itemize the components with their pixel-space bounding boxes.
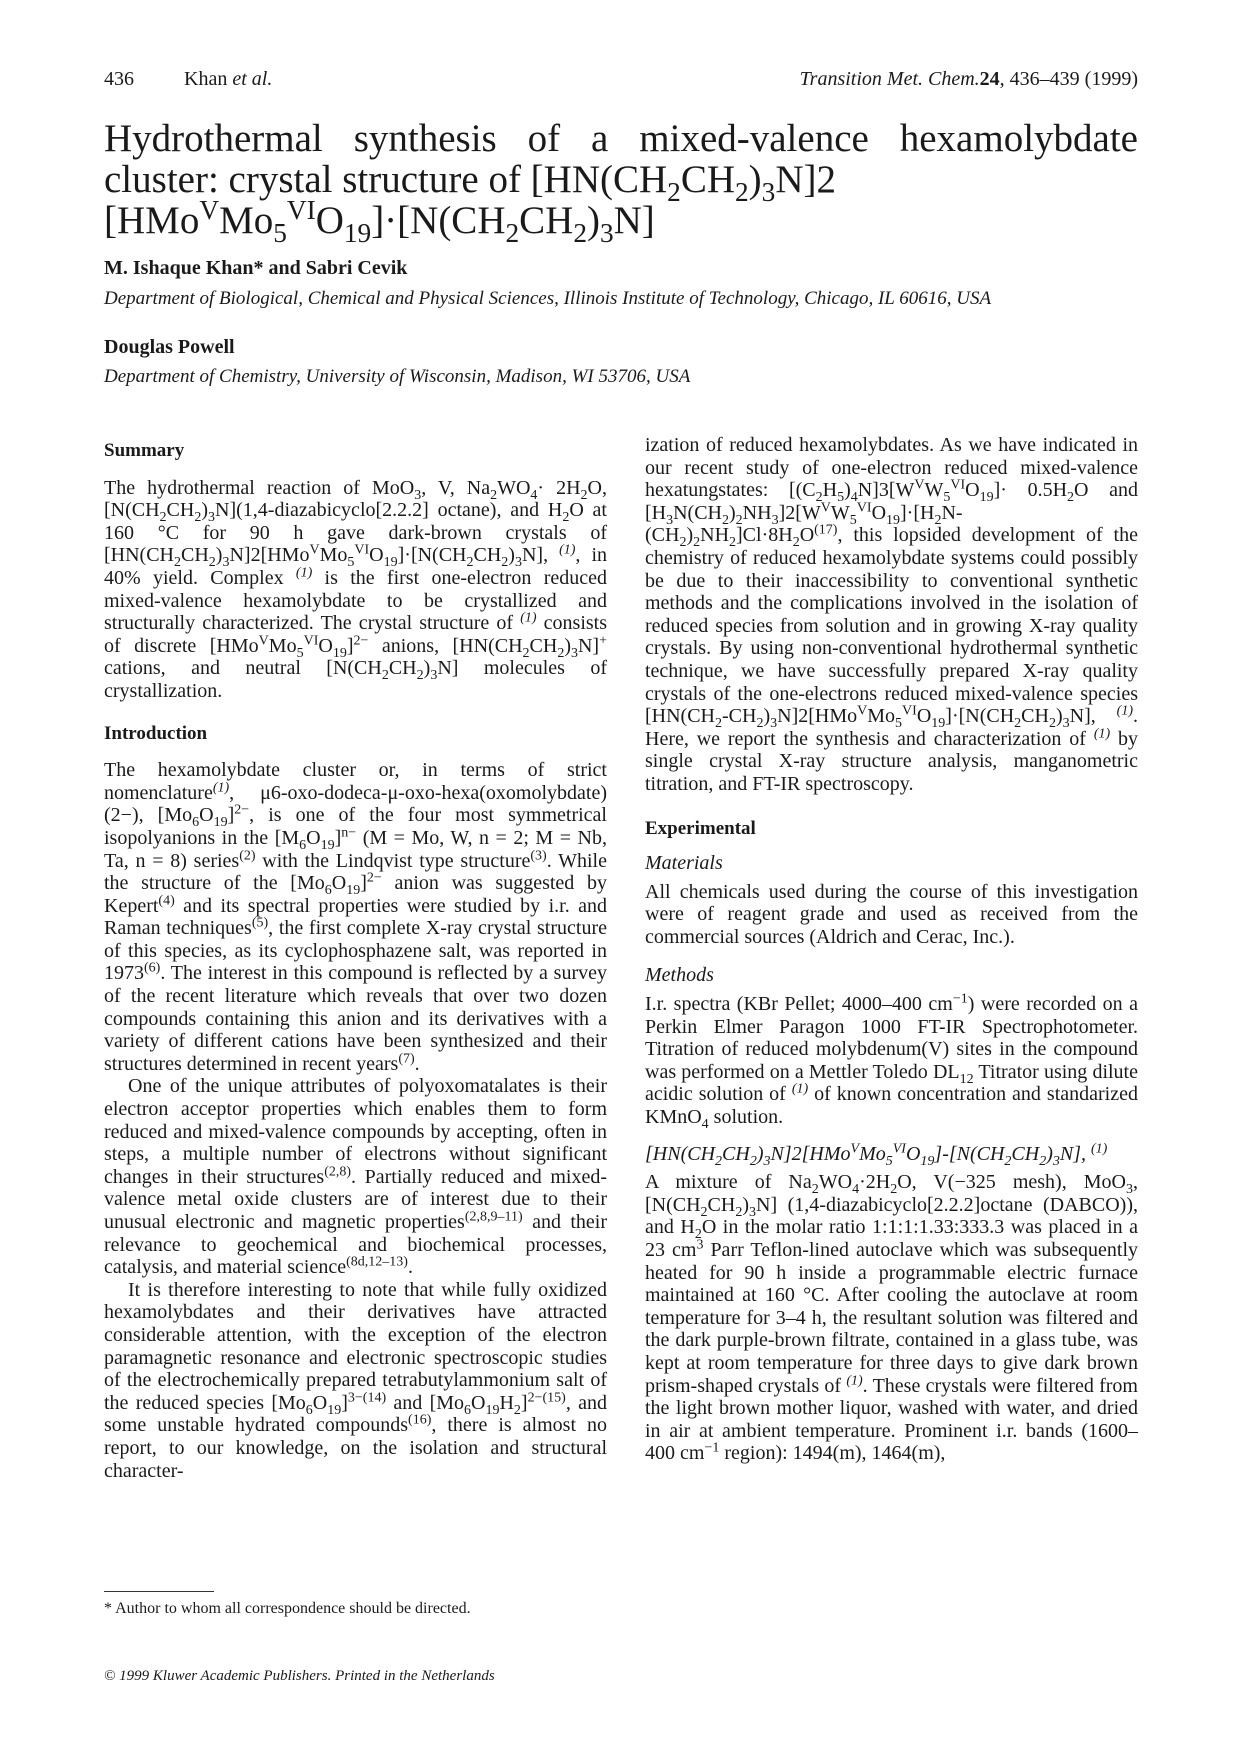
title-word: of bbox=[527, 117, 561, 160]
left-column bbox=[104, 440, 607, 1482]
running-author bbox=[184, 68, 272, 91]
affiliation-1: Department of Biological, Chemical and Physical Sciences, Illinois Institute of Technology, Chicago, IL 60616, USA bbox=[104, 288, 992, 309]
title-word: Hydrothermal bbox=[104, 117, 323, 160]
intro-paragraph-1: The hexamolybdate cluster or, in terms of strict nomenclature$^{(1)}$, μ6-oxo-dodeca-μ-oxo-hexa(oxomolybdate)(2−), $[Mo_6O_{19}]^{2-}$, is one of the four most symmetrical isopolyanions in the $[M_6O_{19}]^{n-}$ (M = Mo, W, n = 2; M = Nb, Ta, n = 8) series$^{(2)}$ with the Lindqvist type structure$^{(3)}$. While the structure of the $[Mo_6O_{19}]^{2-}$ anion was suggested by Kepert$^{(4)}$ and its spectral properties were studied by i.r. and Raman techniques$^{(5)}$, the first complete X-ray crystal structure of this species, as its cyclophosphazene salt, was reported in 1973$^{(6)}$. The interest in this compound is reflected by a survey of the recent literature which reveals that over two dozen compounds containing this anion and its derivatives with a variety of different cations have been synthesized and their structures determined in recent years$^{(7)}$. bbox=[104, 759, 607, 1075]
author-names-1: M. Ishaque Khan* and Sabri Cevik bbox=[104, 257, 408, 279]
title-word: mixed-valence bbox=[639, 117, 869, 160]
copyright-line: © 1999 Kluwer Academic Publishers. Printed in the Netherlands bbox=[104, 1668, 495, 1684]
journal-pages: , 436–439 (1999) bbox=[999, 68, 1138, 90]
footnote: * Author to whom all correspondence should be directed. bbox=[104, 1600, 471, 1617]
page-number: 436 bbox=[104, 68, 134, 90]
title-word: a bbox=[591, 117, 609, 160]
intro-paragraph-2: One of the unique attributes of polyoxomatalates is their electron acceptor properties which enables them to form reduced and mixed-valence compounds by accepting, often in steps, a multiple number of electrons without significant changes in their structures$^{(2,8)}$. Partially reduced and mixed-valence metal oxide clusters are of interest due to their unusual electronic and magnetic properties$^{(2,8,9-11)}$ and their relevance to geochemical and biochemical processes, catalysis, and material science$^{(8d,12-13)}$. bbox=[104, 1075, 608, 1279]
introduction-heading: Introduction bbox=[104, 722, 208, 744]
compound-heading: $[HN(CH_2CH_2)_3N]2[HMo^VMo_5^{VI}O_{19}]-[N(CH_2CH_2)_3N]$, $^{(1)}$ bbox=[645, 1140, 1108, 1169]
article-title bbox=[104, 117, 1138, 248]
journal-name: Transition Met. Chem. bbox=[799, 68, 980, 90]
summary-text: The hydrothermal reaction of MoO$_3$, V, $Na_2WO_4\cdot 2H_2O$, $[N(CH_2CH_2)_3N](1,4-diazabicyclo[2.2.2]$ octane), and $H_2O$ at 160 °C for 90 h gave dark-brown crystals of $[HN(CH_2CH_2)_3N]2[HMo^VMo_5^{VI}O_{19}]\cdot[N(CH_2CH_2)_3N]$, $^{(1)}$, in 40% yield. Complex $^{(1)}$ is the first one-electron reduced mixed-valence hexamolybdate to be crystallized and structurally characterized. The crystal structure of $^{(1)}$ consists of discrete $[HMo^VMo_5^{VI}O_{19}]^{2-}$ anions, $[HN(CH_2CH_2)_3N]^+$ cations, and neutral $[N(CH_2CH_2)_3N]$ molecules of crystallization. bbox=[104, 476, 607, 702]
methods-heading: Methods bbox=[645, 964, 714, 987]
compound-synthesis-text: A mixture of $Na_2WO_4\cdot 2H_2O$, V(−325 mesh), MoO$_3$, $[N(CH_2CH_2)_3N]$ (1,4-diazabicyclo[2.2.2]octane (DABCO)), and $H_2O$ in the molar ratio 1:1:1:1.33:333.3 was placed in a 23 $cm^3$ Parr Teflon-lined autoclave which was subsequently heated for 90 h inside a programmable electric furnace maintained at 160 °C. After cooling the autoclave at room temperature for 3–4 h, the resultant solution was filtered and the dark purple-brown filtrate, contained in a glass tube, was kept at room temperature for three days to give dark brown prism-shaped crystals of $^{(1)}$. These crystals were filtered from the light brown mother liquor, washed with water, and dried in air at ambient temperature. Prominent i.r. bands (1600–400 $cm^{-1}$ region): 1494(m), 1464(m), bbox=[645, 1171, 1138, 1465]
affiliation-2: Department of Chemistry, University of Wisconsin, Madison, WI 53706, USA bbox=[104, 366, 691, 387]
running-author-name: Khan bbox=[184, 68, 228, 90]
title-line-3: $[HMo^VMo_5^{VI}O_{19}]\cdot[N(CH_2CH_2)_3N]$ bbox=[104, 195, 655, 248]
journal-volume: 24 bbox=[979, 68, 1000, 90]
experimental-heading: Experimental bbox=[645, 817, 756, 839]
author-names-2: Douglas Powell bbox=[104, 336, 235, 358]
title-word: hexamolybdate bbox=[899, 117, 1138, 160]
intro-paragraph-3: It is therefore interesting to note that while fully oxidized hexamolybdates and their derivatives have attracted considerable attention, with the exception of the electron paramagnetic resonance and electronic spectroscopic studies of the electrochemically prepared tetrabutylammonium salt of the reduced species $[Mo_6O_{19}]^{3-(14)}$ and $[Mo_6O_{19}H_2]^{2-(15)}$, and some unstable hydrated compounds$^{(16)}$, there is almost no report, to our knowledge, on the isolation and structural character- bbox=[104, 1278, 607, 1482]
methods-text: I.r. spectra (KBr Pellet; 4000–400 $cm^{-1}$) were recorded on a Perkin Elmer Paragon 1000 FT-IR Spectrophotometer. Titration of reduced molybdenum(V) sites in the compound was performed on a Mettler Toledo $DL_{12}$ Titrator using dilute acidic solution of $^{(1)}$ of known concentration and standarized KMnO$_4$ solution. bbox=[645, 991, 1138, 1133]
title-word: synthesis bbox=[353, 117, 497, 160]
summary-heading: Summary bbox=[104, 440, 185, 461]
journal-citation bbox=[800, 68, 1138, 91]
title-line-1 bbox=[104, 118, 1138, 159]
running-author-suffix: et al. bbox=[232, 68, 273, 90]
intro-continuation: ization of reduced hexamolybdates. As we have indicated in our recent study of one-electron reduced mixed-valence hexatungstates: $[(C_2H_5)_4N]3[W^VW_5^{VI}O_{19}]\cdot 0.5H_2O$ and $[H_3N(CH_2)_2NH_3]2[W^VW_5^{VI}O_{19}]\cdot[H_2N-(CH_2)_2NH_2]Cl\cdot 8H_2O^{(17)}$, this lopsided development of the chemistry of reduced hexamolybdate systems could possibly be due to their inaccessibility to conventional synthetic methods and the complications involved in the isolation of reduced species from solution and in growing X-ray quality crystals. By using non-conventional hydrothermal synthetic technique, we have successfully prepared X-ray quality crystals of the one-electrons reduced mixed-valence species $[HN(CH_2-CH_2)_3N]2[HMo^VMo_5^{VI}O_{19}]\cdot[N(CH_2CH_2)_3N]$, $^{(1)}$. Here, we report the synthesis and characterization of $^{(1)}$ by single crystal X-ray structure analysis, manganometric titration, and FT-IR spectroscopy. bbox=[645, 434, 1138, 795]
footnote-rule bbox=[104, 1591, 214, 1592]
right-column bbox=[645, 434, 1138, 1465]
materials-text: All chemicals used during the course of this investigation were of reagent grade and used as received from the commercial sources (Aldrich and Cerac, Inc.). bbox=[645, 880, 1138, 948]
materials-heading: Materials bbox=[645, 852, 723, 875]
title-line-2: cluster: crystal structure of $[HN(CH_2CH_2)_3N]2$ bbox=[104, 158, 836, 207]
